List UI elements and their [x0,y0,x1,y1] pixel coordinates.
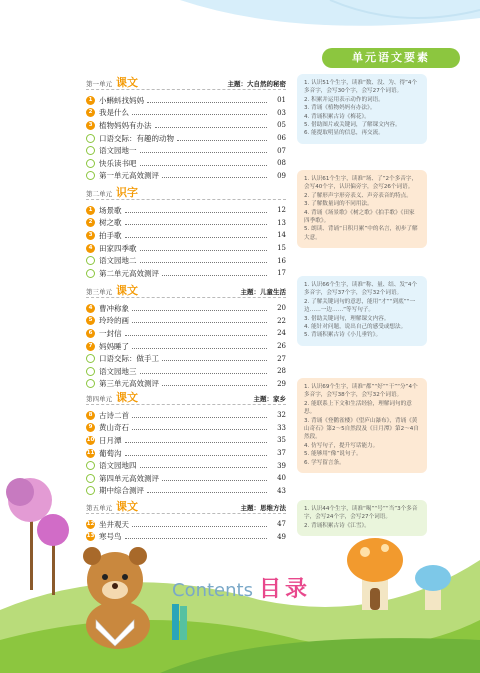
lesson-number-badge: 8 [86,411,95,420]
unit-header [86,389,286,405]
dot-leader [147,102,267,103]
lesson-number-badge: 6 [86,329,95,338]
lesson-number-badge: 11 [86,449,95,456]
element-line: 2. 背诵积累古诗《江雪》。 [304,522,370,529]
page-number: 06 [277,134,286,143]
toc-row[interactable] [86,242,286,255]
dot-leader [140,165,268,166]
lesson-number-badge: 12 [86,520,95,527]
page-number: 28 [277,367,286,376]
page-number: 22 [277,316,286,325]
dot-leader [140,262,268,263]
unit-theme: 主题：儿童生活 [240,288,286,296]
page-number: 43 [277,486,286,495]
unit-2-elements-box [297,170,427,248]
circle-bullet-icon [86,367,95,376]
toc-title: 日月潭 [99,435,122,445]
dot-leader [132,114,267,115]
unit-number: 第一单元 [86,80,112,88]
page-number: 12 [277,206,286,215]
lesson-number-badge: 7 [86,342,95,351]
toc-title: 玲玲的画 [99,316,129,326]
dot-leader [162,385,267,386]
toc-title: 小蝌蚪找妈妈 [99,95,144,105]
toc-title: 期中综合测评 [99,486,144,496]
lesson-number-badge: 1 [86,206,95,215]
circle-bullet-icon [86,269,95,278]
page-number: 15 [277,244,286,253]
unit-theme: 主题：家乡 [253,395,286,403]
page-number: 07 [277,146,286,155]
unit-theme: 主题：大自然的秘密 [227,80,286,88]
dot-leader [132,310,267,311]
page-number: 24 [277,329,286,338]
lesson-number-badge: 3 [86,231,95,240]
page-number: 26 [277,342,286,351]
lesson-number-badge: 2 [86,218,95,227]
toc-row[interactable] [86,217,286,230]
toc-row[interactable] [86,94,286,107]
unit-number: 第五单元 [86,504,112,512]
toc-row[interactable] [86,327,286,340]
toc-title: 语文园地三 [99,366,137,376]
toc-row[interactable] [86,267,286,280]
circle-bullet-icon [86,171,95,180]
toc-row[interactable] [86,340,286,353]
lesson-number-badge: 10 [86,436,95,443]
element-line: 1. 认识69个生字，读准“都”“好”“干”“分”4个多音字，会写38个字，会写32个词语。 [304,384,418,399]
dot-leader [162,177,267,178]
element-line: 5. 朗读、背诵“日积月累”中的名言，初步了解大意。 [304,226,418,241]
toc-row[interactable] [86,254,286,267]
element-line: 2. 能联系上下文和生活经验，理解词句的意思。 [304,400,412,416]
lesson-number-badge: 3 [86,121,95,130]
element-line: 1. 认识61个生字，读准“场、了”2个多音字，会写40个字，认识偏旁字，会写26个词语。 [304,176,418,191]
toc-row[interactable] [86,409,286,422]
dot-leader [162,275,267,276]
toc-title: 葡萄沟 [99,448,122,458]
element-line: 2. 积累并运用表示动作的词语。 [304,96,384,103]
unit-header [86,74,286,90]
dot-leader [132,417,267,418]
page-number: 01 [277,96,286,105]
toc-row[interactable] [86,422,286,435]
unit-header [86,184,286,200]
bottom-scene-illustration [0,440,480,673]
element-line: 4. 背诵《场景歌》《树之歌》《拍手歌》《田家四季歌》。 [304,209,415,225]
lesson-number-badge: 9 [86,423,95,432]
element-line: 3. 背诵《植物妈妈有办法》。 [304,105,376,112]
circle-bullet-icon [86,146,95,155]
element-line: 4. 仿写句子，提升写话能力。 [304,442,379,449]
dot-leader [132,322,267,323]
toc-title: 第四单元高效测评 [99,473,159,483]
toc-row[interactable] [86,315,286,328]
contents-title [172,572,311,600]
contents-english: Contents [172,580,253,601]
element-line: 1. 认识51个生字，读准“数、没、为、得”4个多音字，会写30个字，会写27个词语。 [304,80,418,95]
element-line: 5. 借助图片或关键词，了解课文内容。 [304,122,401,129]
page-number: 32 [277,411,286,420]
element-line: 4. 能针对问题，说出自己的感受或想法。 [304,324,407,331]
toc-title: 曹冲称象 [99,303,129,313]
page-number: 17 [277,269,286,278]
dot-leader [177,140,267,141]
toc-row[interactable] [86,119,286,132]
lesson-number-badge: 1 [86,96,95,105]
page-number: 09 [277,171,286,180]
toc-title: 快乐读书吧 [99,158,137,168]
page-number: 29 [277,379,286,388]
page-number: 08 [277,159,286,168]
unit-number: 第二单元 [86,190,112,198]
toc-title: 第一单元高效测评 [99,171,159,181]
lesson-number-badge: 5 [86,316,95,325]
toc-title: 语文园地四 [99,461,137,471]
circle-bullet-icon [86,379,95,388]
page-number: 35 [277,436,286,445]
toc-title: 口语交际：做手工 [99,354,159,364]
page-number: 49 [277,532,286,541]
toc-row[interactable] [86,302,286,315]
page-number: 05 [277,121,286,130]
element-line: 3. 借助关键词句，理解课文内容。 [304,315,390,322]
page-number: 14 [277,231,286,240]
page-number: 40 [277,474,286,483]
toc-row[interactable] [86,144,286,157]
toc-title: 场景歌 [99,205,122,215]
page-number: 37 [277,449,286,458]
toc-title: 我是什么 [99,108,129,118]
circle-bullet-icon [86,354,95,363]
toc-row[interactable] [86,204,286,217]
lesson-number-badge: 2 [86,108,95,117]
unit-2 [86,184,286,280]
lesson-number-badge: 4 [86,304,95,313]
page-number: 27 [277,354,286,363]
toc-title: 树之歌 [99,218,122,228]
element-line: 3. 了解数量词的不同用法。 [304,201,373,208]
dot-leader [155,127,268,128]
page-number: 03 [277,108,286,117]
toc-row[interactable] [86,365,286,378]
unit-type: 课文 [116,284,138,297]
dot-leader [125,237,268,238]
toc-title: 寒号鸟 [99,532,122,542]
contents-chinese: 目录 [258,577,311,602]
dot-leader [125,212,268,213]
unit-theme: 主题：思维方法 [240,504,286,512]
dot-leader [140,373,268,374]
toc-title: 黄山奇石 [99,423,129,433]
unit-1 [86,74,286,182]
toc-title: 古诗二首 [99,410,129,420]
toc-title: 一封信 [99,328,122,338]
element-line: 2. 了解关键词句的意思，能用“才”“到底”“一边……一边……”等写句子。 [304,298,416,314]
toc-title: 妈妈睡了 [99,341,129,351]
toc-title: 第二单元高效测评 [99,268,159,278]
lesson-number-badge: 13 [86,533,95,540]
dot-leader [125,224,268,225]
unit-3-elements-box [297,276,427,346]
element-line: 3. 背诵《登鹳雀楼》《望庐山瀑布》，背诵《黄山奇石》第2～5自然段及《日月潭》第2～4自然段。 [304,417,419,441]
dot-leader [125,335,268,336]
toc-row[interactable] [86,157,286,170]
circle-bullet-icon [86,256,95,265]
toc-row[interactable] [86,132,286,145]
element-line: 5. 背诵积累古诗《小儿垂钓》。 [304,332,382,339]
page-number: 47 [277,520,286,529]
element-line: 1. 认识44个生字，读准“喝”“号”“当”3个多音字，会写24个字，会写27个词语。 [304,506,418,521]
toc-row[interactable] [86,170,286,183]
dot-leader [132,429,267,430]
lesson-number-badge: 4 [86,244,95,253]
unit-3 [86,282,286,390]
unit-elements-tag: 单元语文要素 [322,48,460,68]
toc-title: 拍手歌 [99,230,122,240]
unit-header [86,282,286,298]
toc-title: 第三单元高效测评 [99,379,159,389]
unit-type: 课文 [116,500,138,513]
element-line: 6. 能提取明显的信息，再交流。 [304,130,384,137]
dot-leader [132,348,267,349]
toc-title: 坐井观天 [99,519,129,529]
circle-bullet-icon [86,159,95,168]
dot-leader [140,152,268,153]
unit-number: 第三单元 [86,288,112,296]
unit-type: 课文 [116,391,138,404]
element-line: 4. 背诵积累古诗《梅花》。 [304,113,370,120]
element-line: 2. 了解形声字形旁表义、声旁表音的特点。 [304,192,412,199]
unit-type: 课文 [116,76,138,89]
circle-bullet-icon [86,134,95,143]
toc-title: 田家四季歌 [99,243,137,253]
page-number: 33 [277,423,286,432]
toc-title: 口语交际：有趣的动物 [99,133,174,143]
tree-icon [6,478,69,595]
unit-1-elements-box [297,74,427,144]
toc-row[interactable] [86,229,286,242]
page-number: 16 [277,256,286,265]
element-line: 6. 学写留言条。 [304,459,345,466]
toc-row[interactable] [86,107,286,120]
unit-number: 第四单元 [86,395,112,403]
dot-leader [162,360,267,361]
toc-title: 语文园地二 [99,256,137,266]
page-number: 20 [277,304,286,313]
page-number: 39 [277,461,286,470]
toc-row[interactable] [86,352,286,365]
page-number: 13 [277,218,286,227]
element-line: 5. 能够用“像”说句子。 [304,451,362,458]
toc-title: 植物妈妈有办法 [99,120,152,130]
dot-leader [140,250,268,251]
element-line: 1. 认识66个生字，读准“称、量、结、发”4个多音字，会写37个字，会写32个词语。 [304,282,418,297]
unit-type: 识字 [116,186,138,199]
toc-title: 语文园地一 [99,146,137,156]
